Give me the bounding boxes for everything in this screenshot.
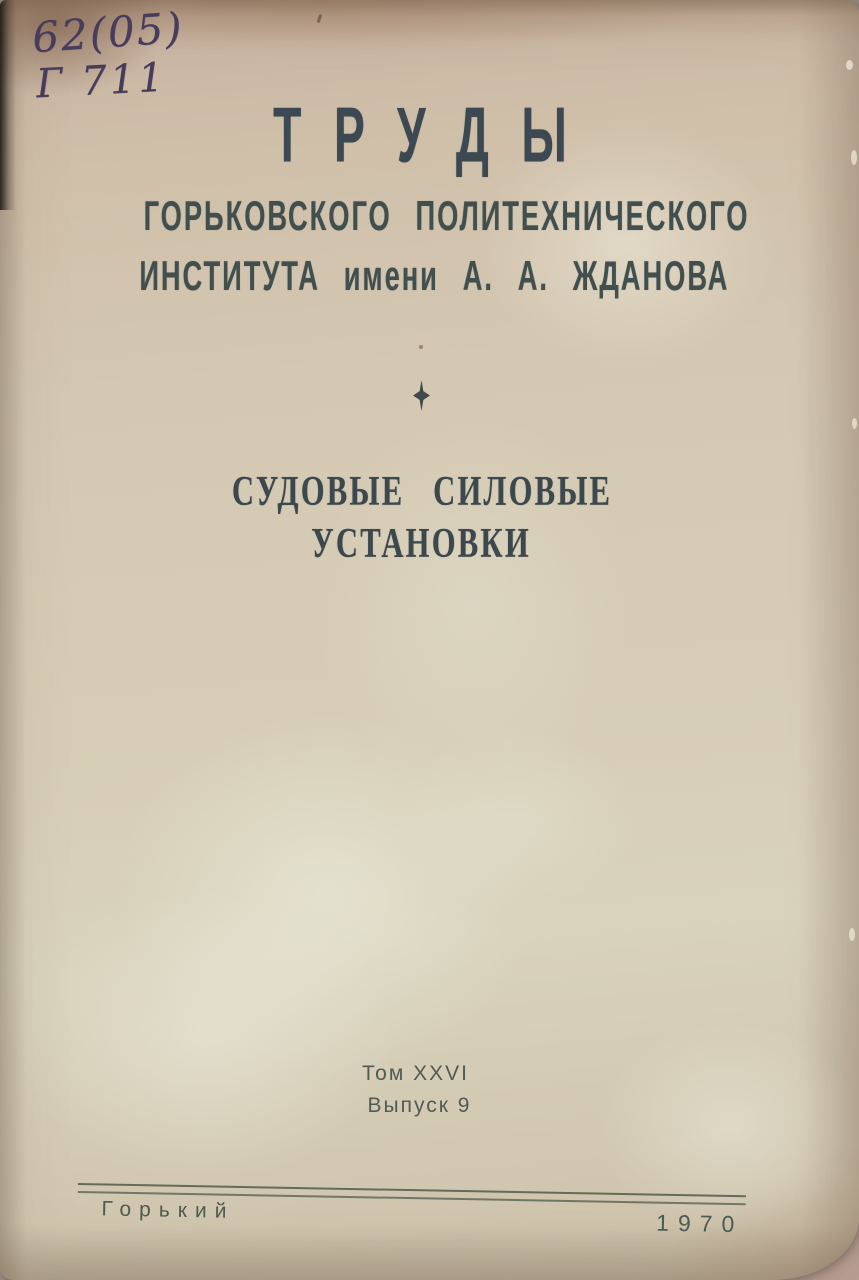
imprint-block: [77, 1183, 746, 1255]
four-pointed-star-icon: [413, 380, 430, 411]
imprint-city: Горький: [101, 1197, 235, 1223]
series-title: [0, 91, 849, 179]
volume-label: Том XXVI: [362, 1062, 469, 1085]
ink-speck: [317, 14, 323, 23]
paper-chip: [846, 60, 853, 70]
subject-title-line2: УСТАНОВКИ: [310, 521, 531, 567]
imprint-year: 1970: [655, 1209, 744, 1238]
institution-line2: ИНСТИТУТА имени А. А. ЖДАНОВА: [139, 252, 730, 299]
institution-line1: ГОРЬКОВСКОГО ПОЛИТЕХНИЧЕСКОГО: [143, 192, 750, 239]
series-title-text: ТРУДЫ: [272, 91, 599, 179]
issue-label: Выпуск 9: [367, 1094, 472, 1117]
call-number-line1: 62(05): [30, 2, 186, 63]
paper-chip: [852, 418, 857, 429]
paper-chip: [849, 928, 855, 941]
subject-title-line1: СУДОВЫЕ СИЛОВЫЕ: [231, 469, 612, 515]
ink-speck: [419, 345, 423, 349]
paper-chip: [851, 150, 857, 165]
call-number-line2: Г 711: [34, 54, 168, 108]
